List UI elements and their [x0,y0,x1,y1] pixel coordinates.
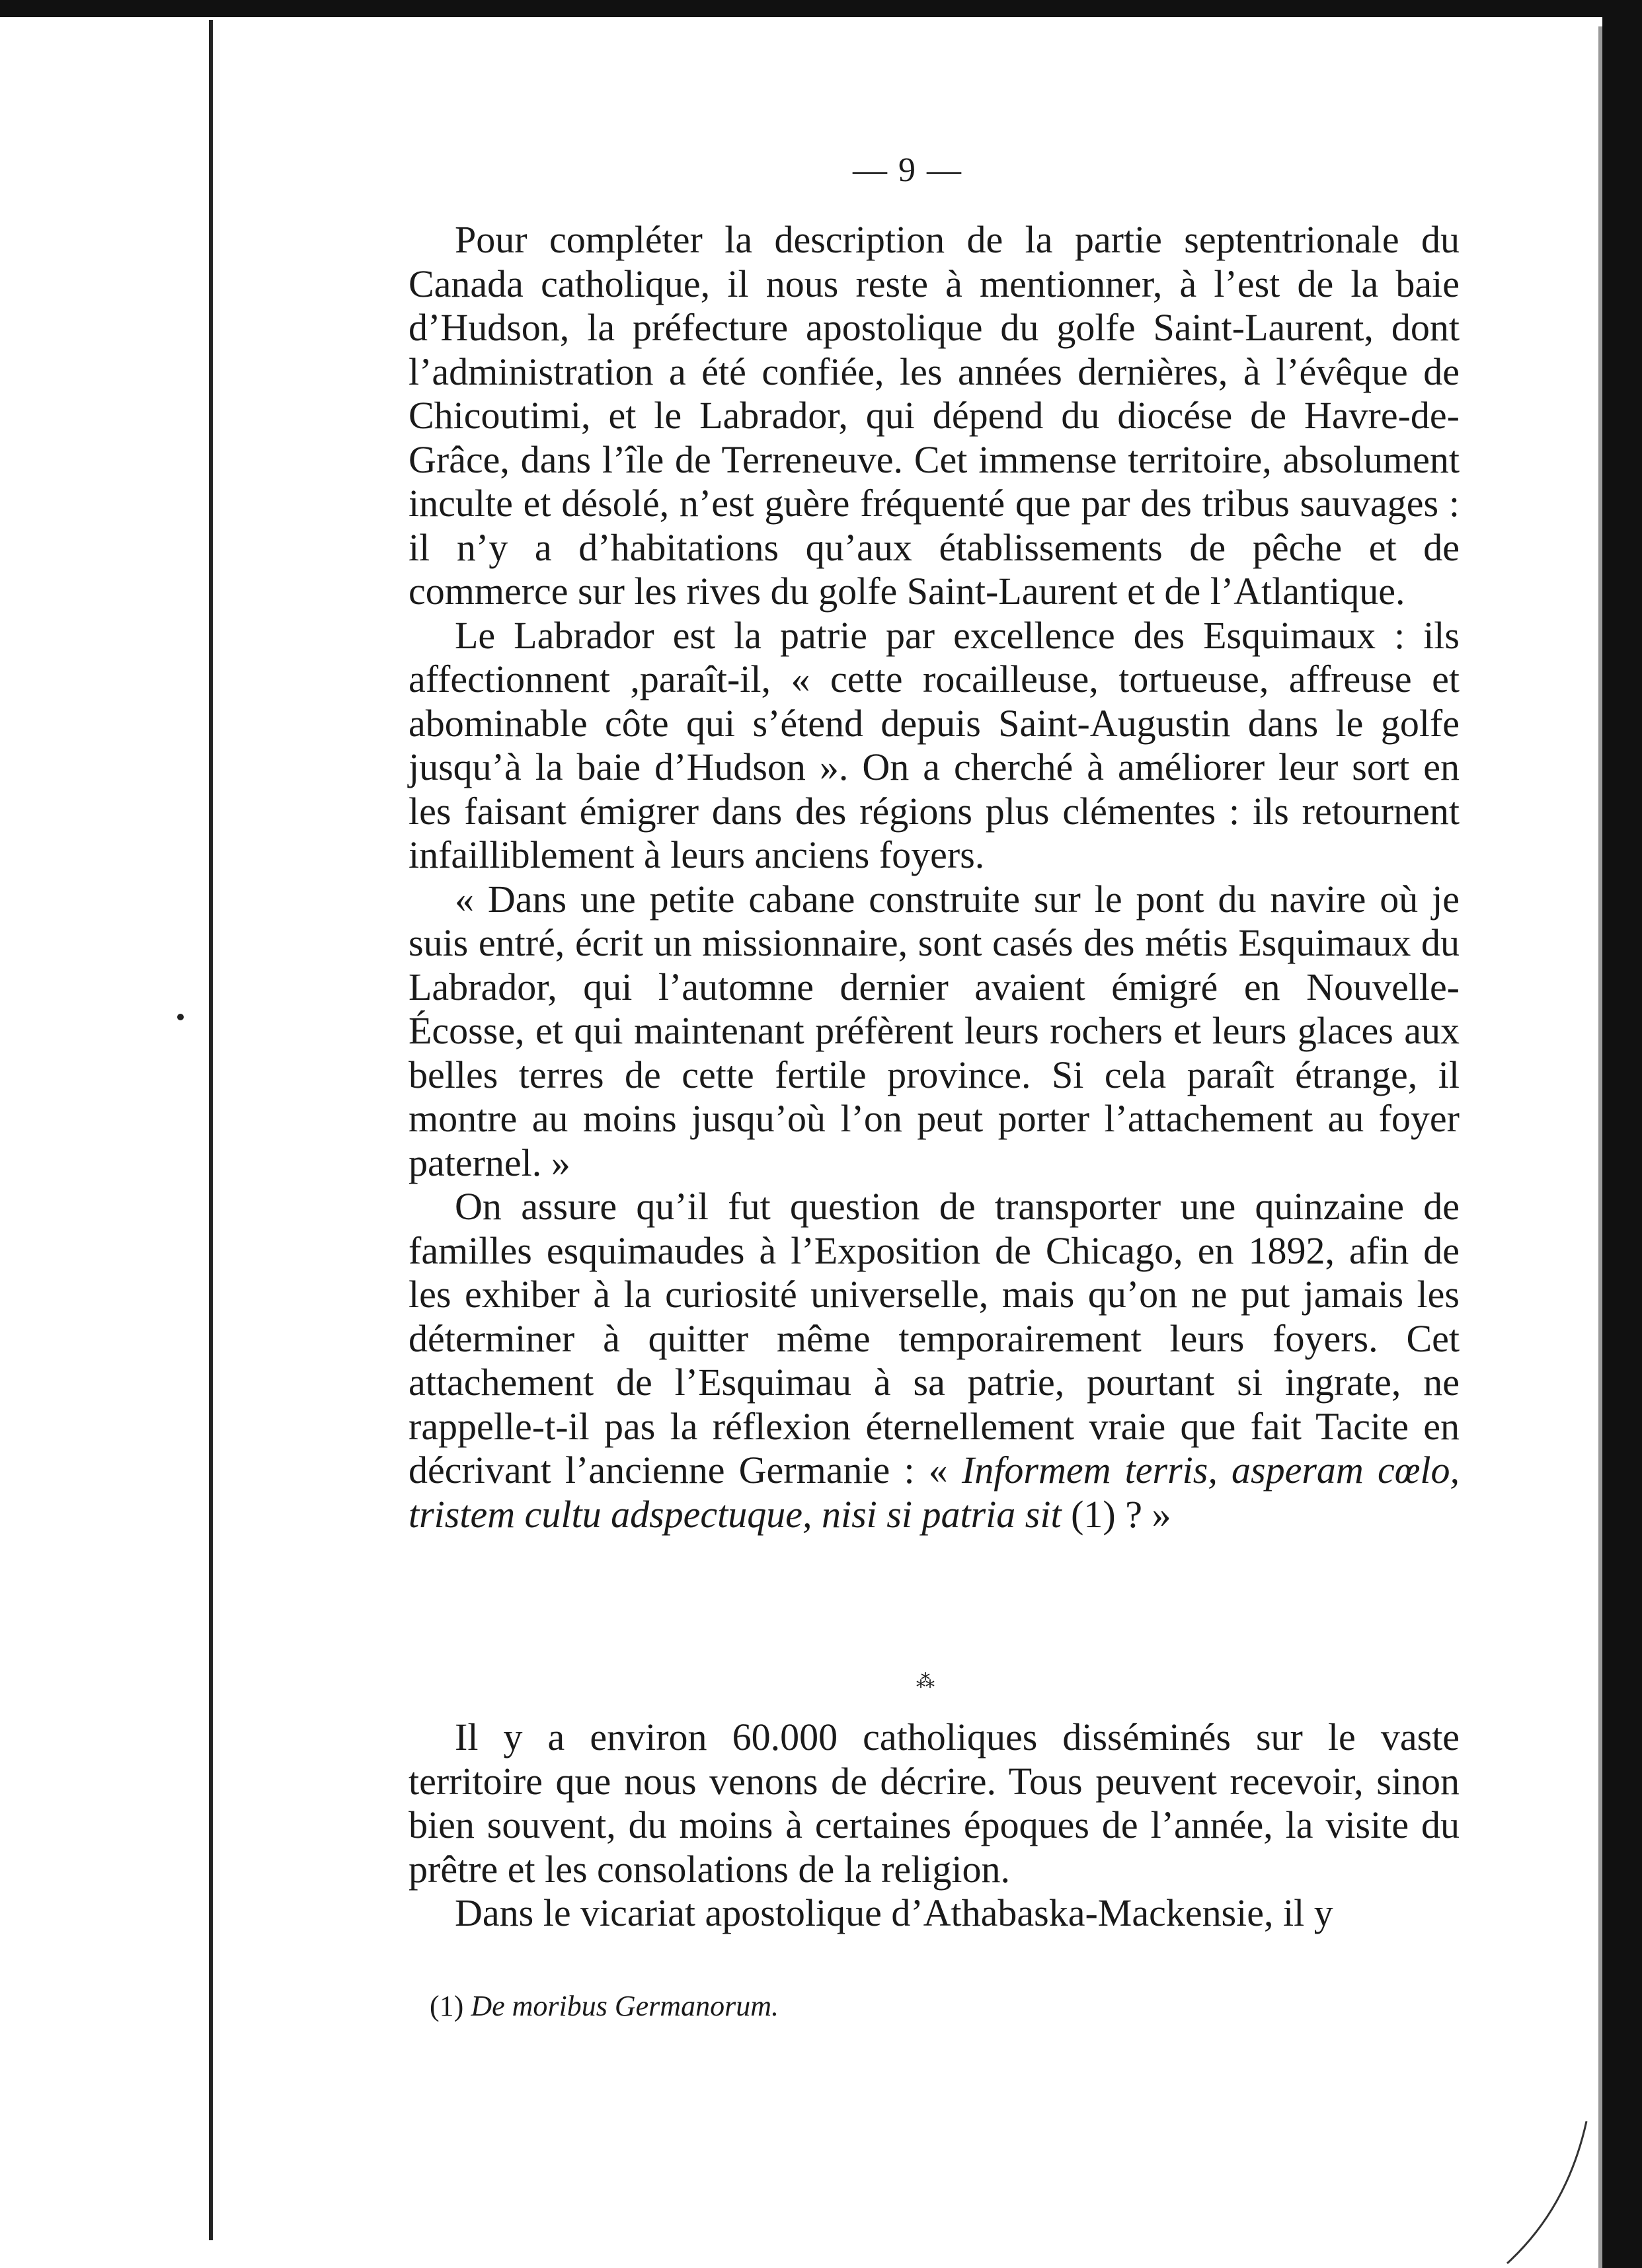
footnote-text: De moribus Germanorum. [471,1990,779,2022]
page-fold-line [209,20,213,2240]
footnote [430,1989,779,2023]
section-separator: ⁂ [916,1671,935,1692]
scan-edge-top [0,0,1642,17]
scan-edge-right [1602,0,1642,2268]
paragraph: Il y a environ 60.000 catholiques disséminés sur le vaste territoire que nous venons de décrire. Tous peuvent recevoir, sinon bien souvent, du moins à certaines époques de l’année, la visite du prêtre et les consolations de la religion. [409,1716,1460,1891]
latin-quote: Informem terris, asperam cœlo, tristem cultu adspectuque, nisi si patria sit [409,1449,1460,1536]
page-number: — 9 — [853,151,962,189]
main-text [409,218,1460,1536]
section-two-text [409,1716,1460,1936]
margin-mark [177,1014,184,1020]
paragraph: Dans le vicariat apostolique d’Athabaska-Mackensie, il y [455,1891,1333,1934]
paragraph-text: On assure qu’il fut question de transporter une quinzaine de familles esquimaudes à l’Exposition de Chicago, en 1892, afin de les exhiber à la curiosité universelle, mais qu’on ne put jamais les déterminer à quitter même temporairement leurs foyers. Cet attachement de l’Esquimau à sa patrie, pourtant si ingrate, ne rappelle-t-il pas la réflexion éternellement vraie que fait Tacite en décrivant l’ancienne Germanie : « [409,1185,1460,1492]
paragraph: Le Labrador est la patrie par excellence des Esquimaux : ils affectionnent ,paraît-il, « cette rocailleuse, tortueuse, affreuse et abominable côte qui s’étend depuis Saint-Augustin dans le golfe jusqu’à la baie d’Hudson ». On a cherché à améliorer leur sort en les faisant émigrer dans des régions plus clémentes : ils retournent infailliblement à leurs anciens foyers. [409,613,1460,876]
footnote-reference: (1) ? » [1061,1492,1171,1536]
paragraph: « Dans une petite cabane construite sur le pont du navire où je suis entré, écrit un missionnaire, sont casés des métis Esquimaux du Labrador, qui l’automne dernier avaient émigré en Nouvelle-Écosse, et qui maintenant préfèrent leurs rochers et leurs glaces aux belles terres de cette fertile province. Si cela paraît étrange, il montre au moins jusqu’où l’on peut porter l’attachement au foyer paternel. » [409,877,1460,1184]
paragraph [409,1185,1460,1536]
paragraph: Pour compléter la description de la partie septentrionale du Canada catholique, il nous reste à mentionner, à l’est de la baie d’Hudson, la préfecture apostolique du golfe Saint-Laurent, dont l’administration a été confiée, les années dernières, à l’évêque de Chicoutimi, et le Labrador, qui dépend du diocése de Havre-de-Grâce, dans l’île de Terreneuve. Cet immense territoire, absolument inculte et désolé, n’est guère fréquenté que par des tribus sauvages : il n’y a d’habitations qu’aux établissements de pêche et de commerce sur les rives du golfe Saint-Laurent et de l’Atlantique. [409,218,1460,613]
page-corner-curl [1501,2121,1593,2267]
footnote-marker: (1) [430,1990,464,2022]
